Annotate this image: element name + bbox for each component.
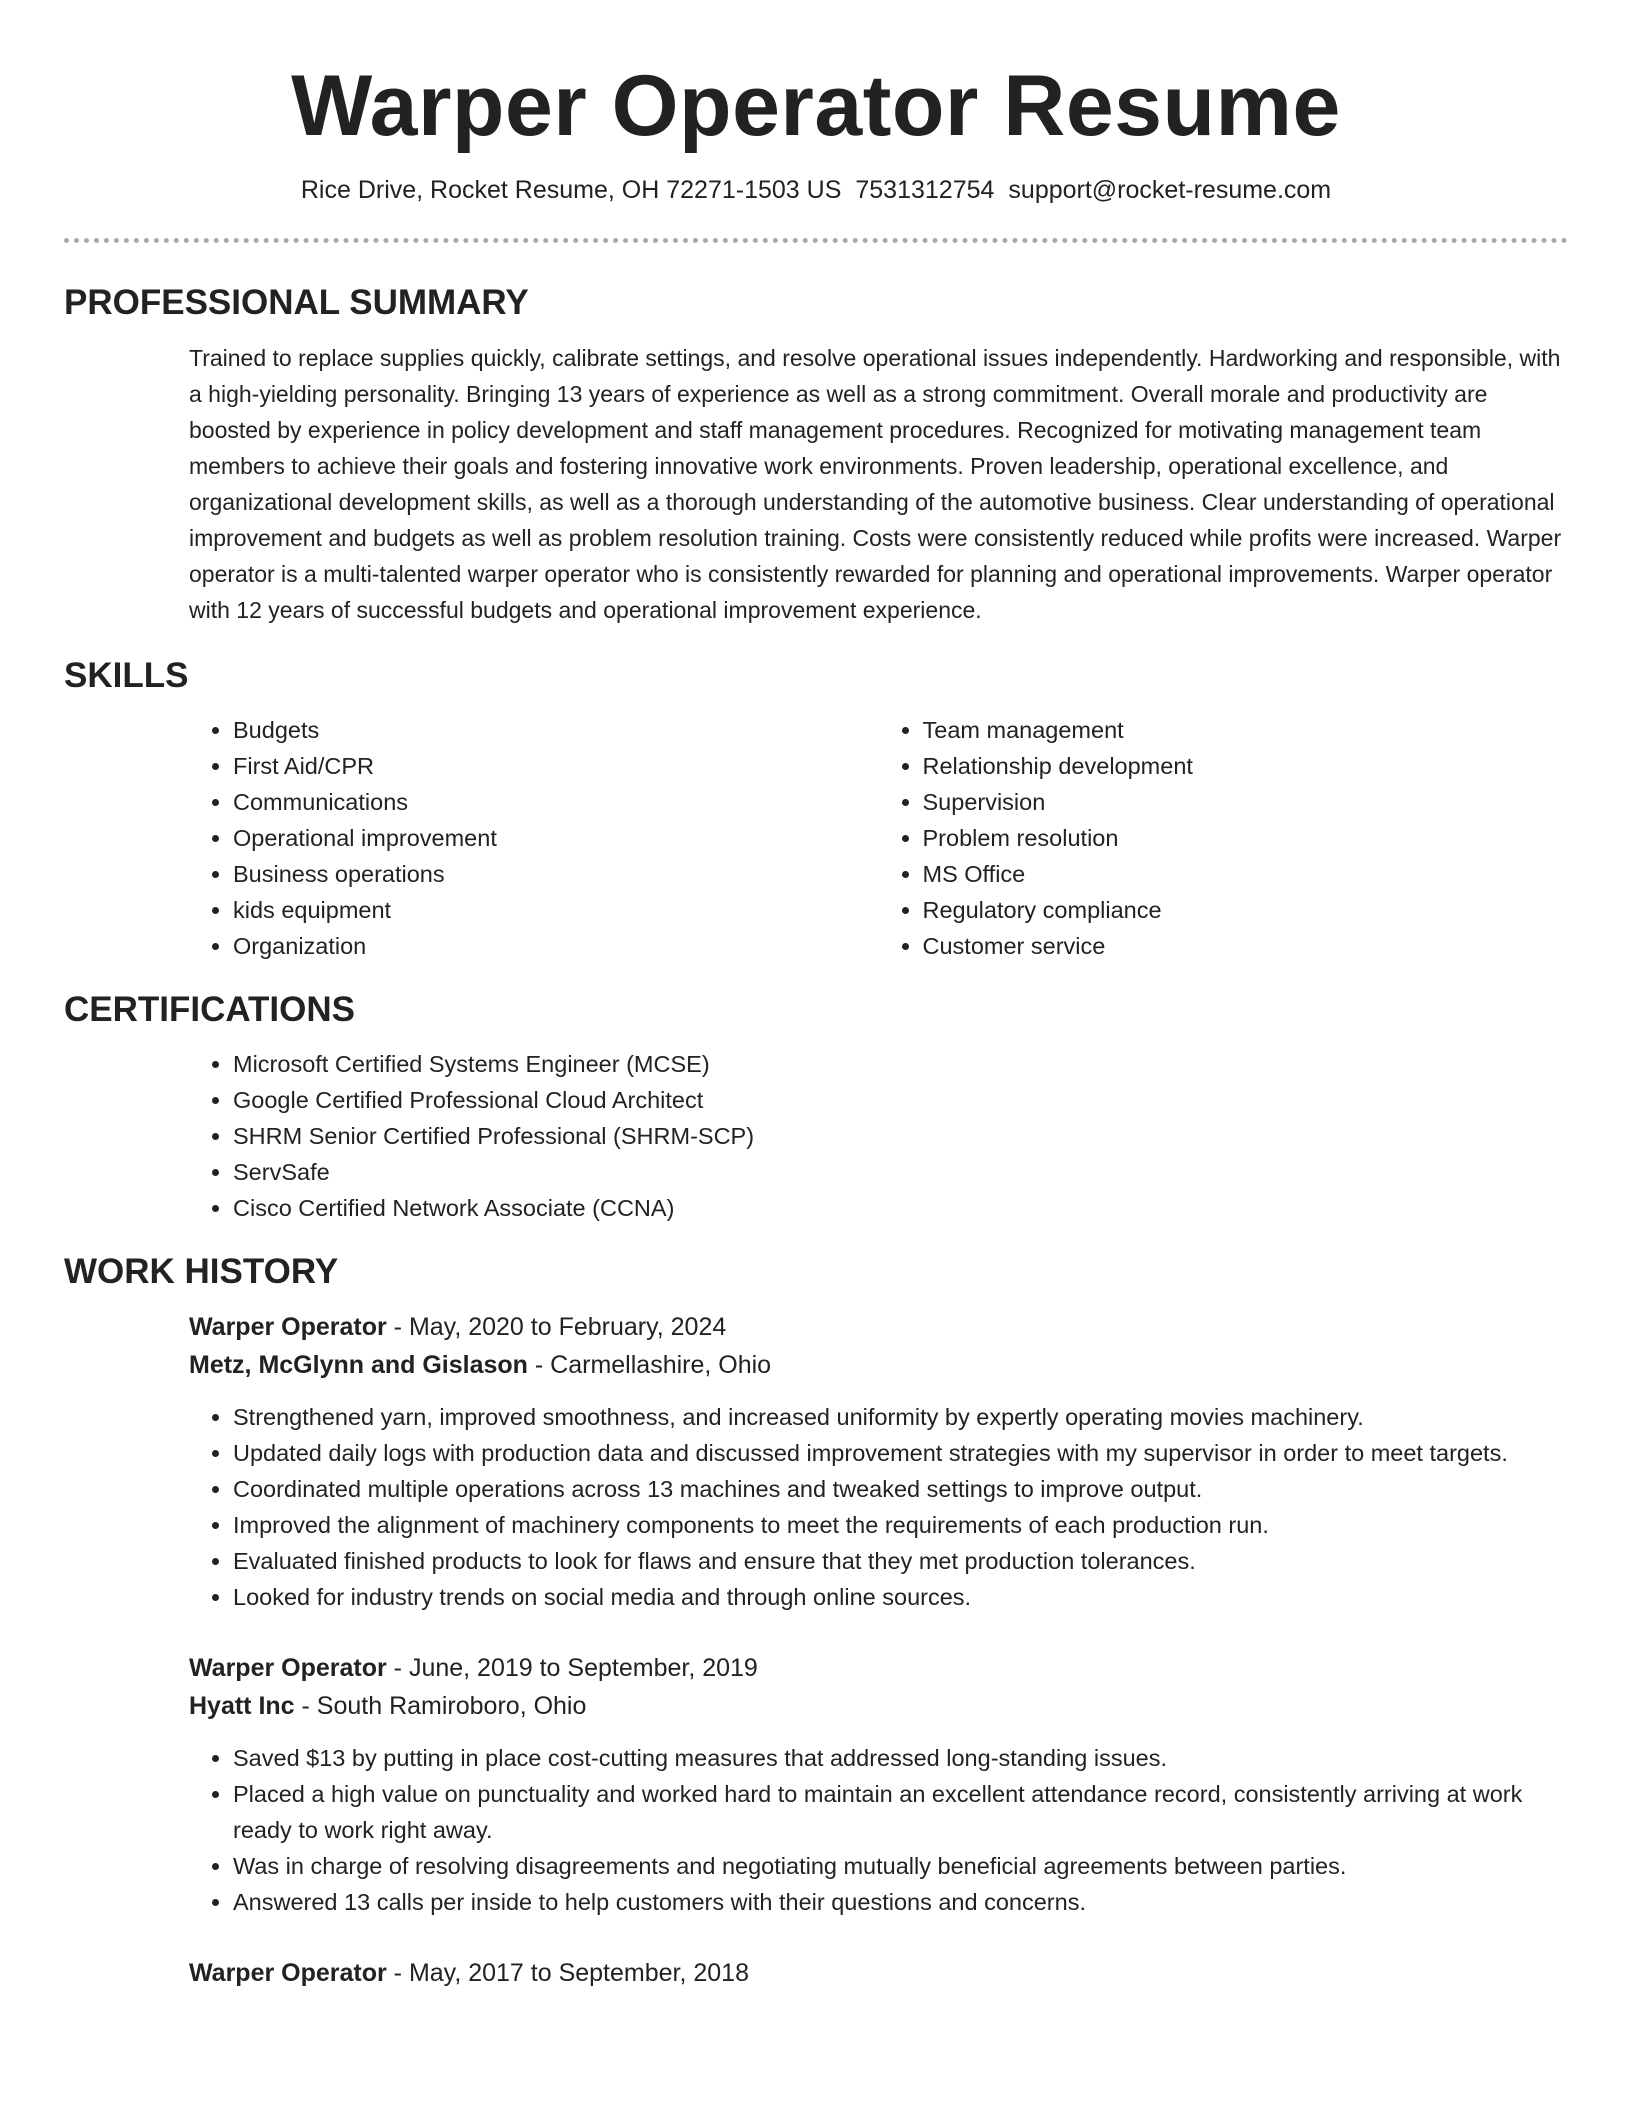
skill-item: • kids equipment	[233, 892, 879, 928]
skills-list-left	[189, 712, 879, 964]
job-entry	[189, 1649, 1568, 1920]
certifications-section	[64, 988, 1568, 1226]
skill-item: • Relationship development	[923, 748, 1569, 784]
job-title: Warper Operator	[189, 1313, 387, 1341]
job-bullets	[189, 1740, 1568, 1920]
certifications-list	[189, 1046, 1568, 1226]
job-title-line	[189, 1954, 1568, 1992]
summary-heading: PROFESSIONAL SUMMARY	[64, 283, 529, 322]
certifications-heading: CERTIFICATIONS	[64, 990, 356, 1029]
job-bullet: • Saved $13 by putting in place cost-cutting measures that addressed long-standing issues.	[233, 1740, 1568, 1776]
resume-title: Warper Operator Resume	[291, 58, 1341, 154]
skill-item: • Supervision	[923, 784, 1569, 820]
job-bullet: • Looked for industry trends on social media and through online sources.	[233, 1579, 1568, 1615]
job-company-line	[189, 1346, 1568, 1384]
job-entry	[189, 1308, 1568, 1615]
skills-list-right	[879, 712, 1569, 964]
job-company: Hyatt Inc	[189, 1692, 295, 1720]
skill-item: • Team management	[923, 712, 1569, 748]
contact-email: support@rocket-resume.com	[1008, 176, 1332, 204]
certification-item: • Microsoft Certified Systems Engineer (MCSE)	[233, 1046, 1568, 1082]
contact-phone: 7531312754	[855, 176, 995, 204]
job-dates: - June, 2019 to September, 2019	[386, 1654, 758, 1682]
job-bullet: • Strengthened yarn, improved smoothness, and increased uniformity by expertly operating movies machinery.	[233, 1399, 1568, 1435]
skill-item: • Organization	[233, 928, 879, 964]
job-bullet: • Answered 13 calls per inside to help customers with their questions and concerns.	[233, 1884, 1568, 1920]
summary-text: Trained to replace supplies quickly, calibrate settings, and resolve operational issues independently. Hardworking and responsible, with a high-yielding personality. Bringing 13 years of experience as well as a strong commitment. Overall morale and productivity are boosted by experience in policy development and staff management procedures. Recognized for motivating management team members to achieve their goals and fostering innovative work environments. Proven leadership, operational excellence, and organizational development skills, as well as a thorough understanding of the automotive business. Clear understanding of operational improvement and budgets as well as problem resolution training. Costs were consistently reduced while profits were increased. Warper operator is a multi-talented warper operator who is consistently rewarded for planning and operational improvements. Warper operator with 12 years of successful budgets and operational improvement experience.	[189, 345, 1562, 623]
skill-item: • Operational improvement	[233, 820, 879, 856]
work-history-heading: WORK HISTORY	[64, 1252, 339, 1291]
skills-section	[64, 654, 1568, 964]
skill-item: • Problem resolution	[923, 820, 1569, 856]
job-company-line	[189, 1687, 1568, 1725]
job-location: - South Ramiroboro, Ohio	[294, 1692, 587, 1720]
job-dates: - May, 2017 to September, 2018	[386, 1959, 749, 1987]
skill-item: • Communications	[233, 784, 879, 820]
job-bullet: • Placed a high value on punctuality and worked hard to maintain an excellent attendance record, consistently arriving at work ready to work right away.	[233, 1776, 1568, 1848]
certification-item: • Cisco Certified Network Associate (CCNA)	[233, 1190, 1568, 1226]
certification-item: • ServSafe	[233, 1154, 1568, 1190]
job-bullets	[189, 1399, 1568, 1615]
skill-item: • MS Office	[923, 856, 1569, 892]
skill-item: • Regulatory compliance	[923, 892, 1569, 928]
certification-item: • Google Certified Professional Cloud Architect	[233, 1082, 1568, 1118]
work-history-section	[64, 1250, 1568, 1992]
job-bullet: • Improved the alignment of machinery components to meet the requirements of each production run.	[233, 1507, 1568, 1543]
contact-line	[64, 174, 1568, 206]
job-location: - Carmellashire, Ohio	[527, 1351, 772, 1379]
job-bullet: • Was in charge of resolving disagreements and negotiating mutually beneficial agreements between parties.	[233, 1848, 1568, 1884]
job-title-line	[189, 1649, 1568, 1687]
job-bullet: • Updated daily logs with production data and discussed improvement strategies with my supervisor in order to meet targets.	[233, 1435, 1568, 1471]
skill-item: • Customer service	[923, 928, 1569, 964]
job-bullet: • Evaluated finished products to look for flaws and ensure that they met production tolerances.	[233, 1543, 1568, 1579]
header-divider	[64, 238, 1568, 243]
skill-item: • First Aid/CPR	[233, 748, 879, 784]
skills-heading: SKILLS	[64, 656, 189, 695]
job-entry	[189, 1954, 1568, 1992]
job-company: Metz, McGlynn and Gislason	[189, 1351, 528, 1379]
summary-section	[64, 281, 1568, 628]
resume-page	[64, 0, 1568, 1992]
job-title: Warper Operator	[189, 1654, 387, 1682]
certification-item: • SHRM Senior Certified Professional (SHRM-SCP)	[233, 1118, 1568, 1154]
job-dates: - May, 2020 to February, 2024	[386, 1313, 727, 1341]
job-title: Warper Operator	[189, 1959, 387, 1987]
contact-address: Rice Drive, Rocket Resume, OH 72271-1503 US	[300, 176, 842, 204]
skill-item: • Budgets	[233, 712, 879, 748]
job-bullet: • Coordinated multiple operations across 13 machines and tweaked settings to improve output.	[233, 1471, 1568, 1507]
skill-item: • Business operations	[233, 856, 879, 892]
job-title-line	[189, 1308, 1568, 1346]
